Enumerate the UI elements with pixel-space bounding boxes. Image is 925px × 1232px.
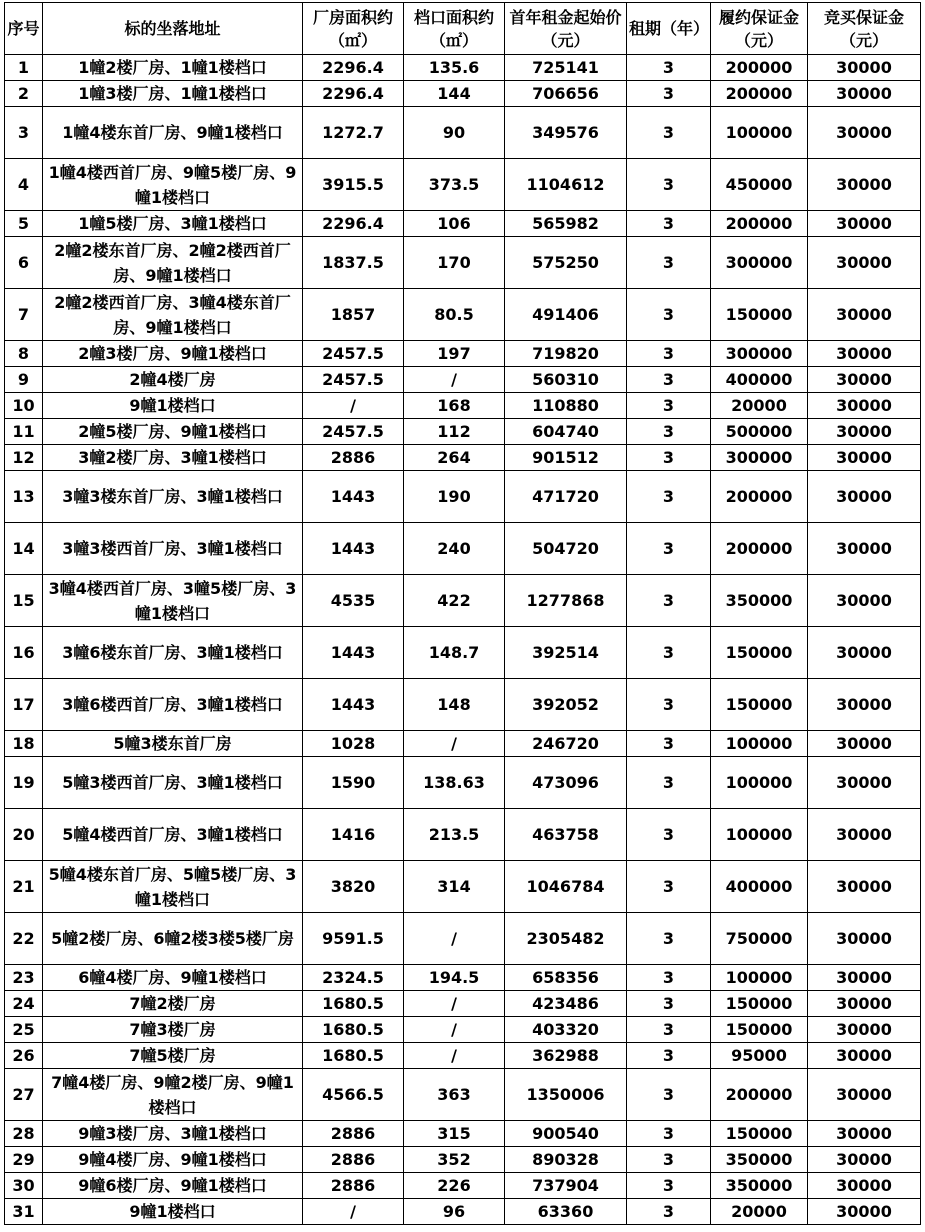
cell-stall-area: 112 (404, 419, 505, 445)
cell-stall-area: 213.5 (404, 809, 505, 861)
cell-lease-term: 3 (627, 55, 711, 81)
col-header-index: 序号 (5, 3, 43, 55)
cell-performance-deposit: 300000 (711, 341, 808, 367)
cell-stall-area: / (404, 367, 505, 393)
cell-performance-deposit: 100000 (711, 757, 808, 809)
cell-factory-area: 2886 (303, 445, 404, 471)
table-row (5, 237, 921, 289)
cell-stall-area: 148.7 (404, 627, 505, 679)
cell-starting-rent: 403320 (505, 1017, 627, 1043)
table-row (5, 159, 921, 211)
cell-factory-area: 2296.4 (303, 211, 404, 237)
cell-bid-deposit: 30000 (808, 237, 921, 289)
cell-performance-deposit: 200000 (711, 55, 808, 81)
cell-starting-rent: 901512 (505, 445, 627, 471)
cell-address: 3幢4楼西首厂房、3幢5楼厂房、3幢1楼档口 (43, 575, 303, 627)
cell-address: 9幢4楼厂房、9幢1楼档口 (43, 1147, 303, 1173)
table-row (5, 991, 921, 1017)
cell-lease-term: 3 (627, 471, 711, 523)
cell-performance-deposit: 150000 (711, 627, 808, 679)
cell-performance-deposit: 100000 (711, 965, 808, 991)
cell-bid-deposit: 30000 (808, 679, 921, 731)
cell-stall-area: / (404, 991, 505, 1017)
cell-bid-deposit: 30000 (808, 81, 921, 107)
cell-index: 24 (5, 991, 43, 1017)
table-row (5, 367, 921, 393)
cell-stall-area: / (404, 1017, 505, 1043)
cell-factory-area: 1443 (303, 471, 404, 523)
cell-starting-rent: 473096 (505, 757, 627, 809)
cell-address: 5幢3楼西首厂房、3幢1楼档口 (43, 757, 303, 809)
cell-factory-area: 1272.7 (303, 107, 404, 159)
cell-bid-deposit: 30000 (808, 523, 921, 575)
cell-starting-rent: 604740 (505, 419, 627, 445)
cell-performance-deposit: 100000 (711, 107, 808, 159)
cell-starting-rent: 900540 (505, 1121, 627, 1147)
cell-lease-term: 3 (627, 81, 711, 107)
cell-lease-term: 3 (627, 159, 711, 211)
cell-bid-deposit: 30000 (808, 627, 921, 679)
table-row (5, 575, 921, 627)
cell-stall-area: / (404, 913, 505, 965)
cell-factory-area: 2296.4 (303, 55, 404, 81)
cell-bid-deposit: 30000 (808, 965, 921, 991)
cell-starting-rent: 491406 (505, 289, 627, 341)
cell-address: 1幢4楼西首厂房、9幢5楼厂房、9幢1楼档口 (43, 159, 303, 211)
cell-lease-term: 3 (627, 1173, 711, 1199)
cell-performance-deposit: 20000 (711, 1199, 808, 1225)
cell-starting-rent: 560310 (505, 367, 627, 393)
cell-lease-term: 3 (627, 367, 711, 393)
cell-factory-area: 4566.5 (303, 1069, 404, 1121)
cell-index: 2 (5, 81, 43, 107)
cell-factory-area: 4535 (303, 575, 404, 627)
cell-performance-deposit: 350000 (711, 1147, 808, 1173)
cell-performance-deposit: 350000 (711, 575, 808, 627)
cell-starting-rent: 349576 (505, 107, 627, 159)
cell-bid-deposit: 30000 (808, 471, 921, 523)
cell-bid-deposit: 30000 (808, 861, 921, 913)
cell-starting-rent: 392052 (505, 679, 627, 731)
table-row (5, 627, 921, 679)
cell-address: 3幢3楼东首厂房、3幢1楼档口 (43, 471, 303, 523)
cell-bid-deposit: 30000 (808, 289, 921, 341)
cell-factory-area: 2457.5 (303, 367, 404, 393)
cell-index: 16 (5, 627, 43, 679)
cell-lease-term: 3 (627, 679, 711, 731)
cell-factory-area: 2324.5 (303, 965, 404, 991)
cell-address: 2幢4楼厂房 (43, 367, 303, 393)
cell-starting-rent: 463758 (505, 809, 627, 861)
table-row (5, 861, 921, 913)
cell-lease-term: 3 (627, 861, 711, 913)
cell-starting-rent: 2305482 (505, 913, 627, 965)
cell-bid-deposit: 30000 (808, 731, 921, 757)
cell-starting-rent: 719820 (505, 341, 627, 367)
cell-lease-term: 3 (627, 1017, 711, 1043)
cell-stall-area: 264 (404, 445, 505, 471)
cell-index: 22 (5, 913, 43, 965)
cell-index: 19 (5, 757, 43, 809)
cell-index: 9 (5, 367, 43, 393)
cell-bid-deposit: 30000 (808, 55, 921, 81)
cell-bid-deposit: 30000 (808, 1043, 921, 1069)
cell-lease-term: 3 (627, 1069, 711, 1121)
cell-lease-term: 3 (627, 341, 711, 367)
cell-performance-deposit: 150000 (711, 991, 808, 1017)
cell-lease-term: 3 (627, 393, 711, 419)
col-header-bid-deposit: 竞买保证金（元） (808, 3, 921, 55)
cell-stall-area: 90 (404, 107, 505, 159)
cell-address: 9幢6楼厂房、9幢1楼档口 (43, 1173, 303, 1199)
cell-lease-term: 3 (627, 757, 711, 809)
cell-lease-term: 3 (627, 1043, 711, 1069)
table-row (5, 1121, 921, 1147)
table-row (5, 341, 921, 367)
cell-index: 25 (5, 1017, 43, 1043)
cell-index: 27 (5, 1069, 43, 1121)
cell-bid-deposit: 30000 (808, 809, 921, 861)
cell-starting-rent: 63360 (505, 1199, 627, 1225)
cell-index: 11 (5, 419, 43, 445)
table-row (5, 471, 921, 523)
table-row (5, 419, 921, 445)
cell-factory-area: 1680.5 (303, 991, 404, 1017)
col-header-starting-rent: 首年租金起始价（元） (505, 3, 627, 55)
cell-address: 5幢4楼东首厂房、5幢5楼厂房、3幢1楼档口 (43, 861, 303, 913)
cell-lease-term: 3 (627, 1199, 711, 1225)
cell-factory-area: 3820 (303, 861, 404, 913)
col-header-lease-term: 租期（年） (627, 3, 711, 55)
cell-factory-area: 1590 (303, 757, 404, 809)
cell-address: 3幢3楼西首厂房、3幢1楼档口 (43, 523, 303, 575)
cell-address: 2幢5楼厂房、9幢1楼档口 (43, 419, 303, 445)
table-row (5, 393, 921, 419)
cell-address: 1幢3楼厂房、1幢1楼档口 (43, 81, 303, 107)
table-row (5, 731, 921, 757)
cell-stall-area: 226 (404, 1173, 505, 1199)
cell-factory-area: 1443 (303, 627, 404, 679)
cell-factory-area: 2886 (303, 1173, 404, 1199)
cell-stall-area: 194.5 (404, 965, 505, 991)
cell-address: 9幢1楼档口 (43, 1199, 303, 1225)
cell-bid-deposit: 30000 (808, 575, 921, 627)
cell-performance-deposit: 95000 (711, 1043, 808, 1069)
cell-factory-area: 2457.5 (303, 419, 404, 445)
cell-starting-rent: 110880 (505, 393, 627, 419)
cell-lease-term: 3 (627, 523, 711, 575)
cell-stall-area: 106 (404, 211, 505, 237)
cell-factory-area: 1443 (303, 523, 404, 575)
cell-index: 7 (5, 289, 43, 341)
cell-factory-area: 3915.5 (303, 159, 404, 211)
cell-address: 7幢4楼厂房、9幢2楼厂房、9幢1楼档口 (43, 1069, 303, 1121)
table-row (5, 757, 921, 809)
cell-stall-area: 240 (404, 523, 505, 575)
cell-factory-area: 1680.5 (303, 1017, 404, 1043)
cell-performance-deposit: 20000 (711, 393, 808, 419)
cell-performance-deposit: 100000 (711, 809, 808, 861)
cell-bid-deposit: 30000 (808, 1147, 921, 1173)
cell-stall-area: 96 (404, 1199, 505, 1225)
cell-starting-rent: 246720 (505, 731, 627, 757)
cell-performance-deposit: 100000 (711, 731, 808, 757)
cell-stall-area: 135.6 (404, 55, 505, 81)
cell-performance-deposit: 500000 (711, 419, 808, 445)
col-header-factory-area: 厂房面积约（㎡） (303, 3, 404, 55)
cell-bid-deposit: 30000 (808, 913, 921, 965)
lease-lots-table (4, 2, 921, 1225)
cell-factory-area: / (303, 393, 404, 419)
cell-address: 7幢5楼厂房 (43, 1043, 303, 1069)
cell-lease-term: 3 (627, 627, 711, 679)
cell-bid-deposit: 30000 (808, 1173, 921, 1199)
table-row (5, 1147, 921, 1173)
cell-index: 30 (5, 1173, 43, 1199)
cell-performance-deposit: 200000 (711, 471, 808, 523)
cell-stall-area: 170 (404, 237, 505, 289)
cell-index: 13 (5, 471, 43, 523)
cell-bid-deposit: 30000 (808, 1199, 921, 1225)
cell-address: 1幢5楼厂房、3幢1楼档口 (43, 211, 303, 237)
cell-bid-deposit: 30000 (808, 757, 921, 809)
cell-index: 10 (5, 393, 43, 419)
cell-performance-deposit: 300000 (711, 445, 808, 471)
cell-factory-area: 2886 (303, 1121, 404, 1147)
cell-lease-term: 3 (627, 965, 711, 991)
cell-bid-deposit: 30000 (808, 211, 921, 237)
cell-stall-area: 138.63 (404, 757, 505, 809)
col-header-address: 标的坐落地址 (43, 3, 303, 55)
col-header-stall-area: 档口面积约（㎡） (404, 3, 505, 55)
cell-address: 2幢2楼西首厂房、3幢4楼东首厂房、9幢1楼档口 (43, 289, 303, 341)
cell-index: 8 (5, 341, 43, 367)
cell-factory-area: 1857 (303, 289, 404, 341)
cell-stall-area: 148 (404, 679, 505, 731)
cell-address: 9幢1楼档口 (43, 393, 303, 419)
cell-factory-area: 1416 (303, 809, 404, 861)
cell-starting-rent: 504720 (505, 523, 627, 575)
cell-index: 12 (5, 445, 43, 471)
cell-performance-deposit: 150000 (711, 679, 808, 731)
table-row (5, 55, 921, 81)
cell-index: 5 (5, 211, 43, 237)
cell-lease-term: 3 (627, 991, 711, 1017)
table-row (5, 445, 921, 471)
table-row (5, 1199, 921, 1225)
cell-performance-deposit: 300000 (711, 237, 808, 289)
cell-performance-deposit: 400000 (711, 367, 808, 393)
cell-stall-area: / (404, 1043, 505, 1069)
cell-performance-deposit: 200000 (711, 523, 808, 575)
cell-bid-deposit: 30000 (808, 159, 921, 211)
cell-stall-area: 197 (404, 341, 505, 367)
cell-factory-area: / (303, 1199, 404, 1225)
cell-bid-deposit: 30000 (808, 1069, 921, 1121)
cell-bid-deposit: 30000 (808, 419, 921, 445)
cell-index: 28 (5, 1121, 43, 1147)
cell-stall-area: 315 (404, 1121, 505, 1147)
cell-factory-area: 1680.5 (303, 1043, 404, 1069)
cell-index: 15 (5, 575, 43, 627)
table-body (5, 55, 921, 1225)
cell-index: 14 (5, 523, 43, 575)
cell-factory-area: 2296.4 (303, 81, 404, 107)
table-row (5, 679, 921, 731)
table-row (5, 1017, 921, 1043)
cell-starting-rent: 1350006 (505, 1069, 627, 1121)
cell-bid-deposit: 30000 (808, 445, 921, 471)
cell-starting-rent: 1104612 (505, 159, 627, 211)
cell-address: 5幢2楼厂房、6幢2楼3楼5楼厂房 (43, 913, 303, 965)
table-row (5, 523, 921, 575)
cell-index: 1 (5, 55, 43, 81)
cell-starting-rent: 471720 (505, 471, 627, 523)
cell-stall-area: 422 (404, 575, 505, 627)
cell-starting-rent: 737904 (505, 1173, 627, 1199)
cell-performance-deposit: 200000 (711, 1069, 808, 1121)
cell-lease-term: 3 (627, 575, 711, 627)
cell-performance-deposit: 400000 (711, 861, 808, 913)
cell-performance-deposit: 150000 (711, 1017, 808, 1043)
cell-stall-area: 168 (404, 393, 505, 419)
cell-stall-area: / (404, 731, 505, 757)
cell-address: 9幢3楼厂房、3幢1楼档口 (43, 1121, 303, 1147)
table-row (5, 211, 921, 237)
cell-stall-area: 314 (404, 861, 505, 913)
cell-index: 31 (5, 1199, 43, 1225)
cell-lease-term: 3 (627, 445, 711, 471)
cell-index: 20 (5, 809, 43, 861)
cell-index: 26 (5, 1043, 43, 1069)
cell-bid-deposit: 30000 (808, 107, 921, 159)
cell-starting-rent: 1277868 (505, 575, 627, 627)
cell-lease-term: 3 (627, 289, 711, 341)
cell-address: 1幢2楼厂房、1幢1楼档口 (43, 55, 303, 81)
cell-lease-term: 3 (627, 731, 711, 757)
cell-lease-term: 3 (627, 419, 711, 445)
col-header-performance-deposit: 履约保证金（元） (711, 3, 808, 55)
cell-factory-area: 1837.5 (303, 237, 404, 289)
cell-lease-term: 3 (627, 809, 711, 861)
cell-index: 18 (5, 731, 43, 757)
cell-lease-term: 3 (627, 1121, 711, 1147)
cell-starting-rent: 725141 (505, 55, 627, 81)
cell-factory-area: 9591.5 (303, 913, 404, 965)
cell-starting-rent: 392514 (505, 627, 627, 679)
cell-index: 21 (5, 861, 43, 913)
table-row (5, 107, 921, 159)
cell-starting-rent: 565982 (505, 211, 627, 237)
cell-performance-deposit: 350000 (711, 1173, 808, 1199)
cell-stall-area: 144 (404, 81, 505, 107)
table-row (5, 965, 921, 991)
cell-bid-deposit: 30000 (808, 1017, 921, 1043)
cell-address: 3幢6楼西首厂房、3幢1楼档口 (43, 679, 303, 731)
cell-performance-deposit: 150000 (711, 1121, 808, 1147)
cell-starting-rent: 423486 (505, 991, 627, 1017)
cell-stall-area: 190 (404, 471, 505, 523)
cell-performance-deposit: 200000 (711, 211, 808, 237)
cell-stall-area: 373.5 (404, 159, 505, 211)
cell-address: 3幢2楼厂房、3幢1楼档口 (43, 445, 303, 471)
cell-address: 6幢4楼厂房、9幢1楼档口 (43, 965, 303, 991)
header-row (5, 3, 921, 55)
cell-address: 5幢4楼西首厂房、3幢1楼档口 (43, 809, 303, 861)
cell-factory-area: 1028 (303, 731, 404, 757)
cell-address: 7幢3楼厂房 (43, 1017, 303, 1043)
cell-bid-deposit: 30000 (808, 341, 921, 367)
cell-starting-rent: 658356 (505, 965, 627, 991)
cell-lease-term: 3 (627, 1147, 711, 1173)
cell-starting-rent: 362988 (505, 1043, 627, 1069)
cell-stall-area: 363 (404, 1069, 505, 1121)
table-row (5, 81, 921, 107)
cell-index: 29 (5, 1147, 43, 1173)
table-row (5, 289, 921, 341)
cell-stall-area: 80.5 (404, 289, 505, 341)
cell-stall-area: 352 (404, 1147, 505, 1173)
cell-performance-deposit: 150000 (711, 289, 808, 341)
cell-lease-term: 3 (627, 211, 711, 237)
cell-starting-rent: 575250 (505, 237, 627, 289)
cell-lease-term: 3 (627, 237, 711, 289)
cell-index: 3 (5, 107, 43, 159)
cell-index: 23 (5, 965, 43, 991)
table-row (5, 809, 921, 861)
cell-address: 5幢3楼东首厂房 (43, 731, 303, 757)
table-row (5, 1043, 921, 1069)
cell-address: 7幢2楼厂房 (43, 991, 303, 1017)
cell-performance-deposit: 450000 (711, 159, 808, 211)
cell-lease-term: 3 (627, 107, 711, 159)
cell-factory-area: 2886 (303, 1147, 404, 1173)
table-row (5, 1069, 921, 1121)
cell-index: 6 (5, 237, 43, 289)
cell-starting-rent: 706656 (505, 81, 627, 107)
cell-address: 1幢4楼东首厂房、9幢1楼档口 (43, 107, 303, 159)
cell-starting-rent: 1046784 (505, 861, 627, 913)
cell-bid-deposit: 30000 (808, 367, 921, 393)
cell-performance-deposit: 200000 (711, 81, 808, 107)
cell-index: 17 (5, 679, 43, 731)
cell-factory-area: 1443 (303, 679, 404, 731)
cell-index: 4 (5, 159, 43, 211)
cell-lease-term: 3 (627, 913, 711, 965)
cell-address: 2幢2楼东首厂房、2幢2楼西首厂房、9幢1楼档口 (43, 237, 303, 289)
cell-performance-deposit: 750000 (711, 913, 808, 965)
table-row (5, 1173, 921, 1199)
cell-bid-deposit: 30000 (808, 393, 921, 419)
cell-bid-deposit: 30000 (808, 991, 921, 1017)
cell-address: 2幢3楼厂房、9幢1楼档口 (43, 341, 303, 367)
cell-factory-area: 2457.5 (303, 341, 404, 367)
table-row (5, 913, 921, 965)
cell-bid-deposit: 30000 (808, 1121, 921, 1147)
cell-starting-rent: 890328 (505, 1147, 627, 1173)
cell-address: 3幢6楼东首厂房、3幢1楼档口 (43, 627, 303, 679)
